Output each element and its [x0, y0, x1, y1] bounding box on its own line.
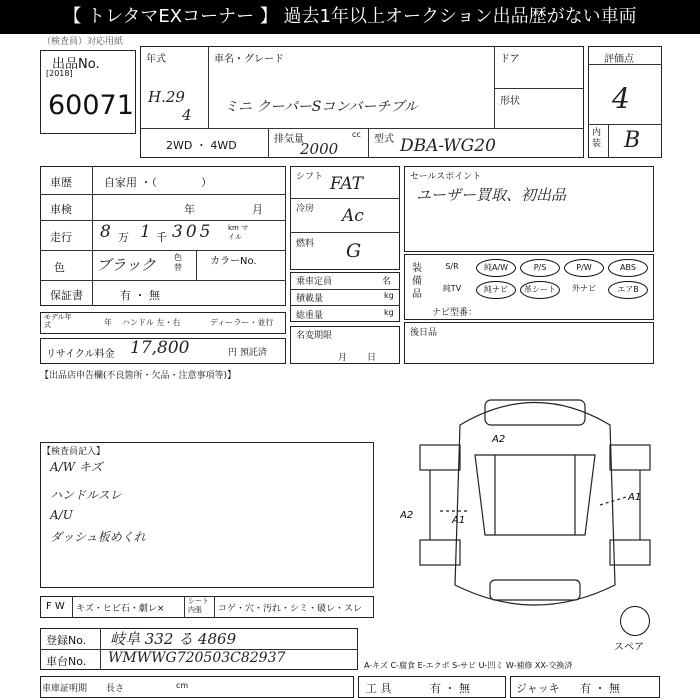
interior-label: 内装: [592, 128, 602, 149]
registration-value: 岐阜 332 る 4869: [110, 630, 237, 648]
damage-legend: A-キズ C-腐食 E-エクボ S-サビ U-凹ミ W-補修 XX-交換済: [364, 661, 573, 670]
seat-label: シート内張: [188, 597, 209, 614]
capacity-unit: 名: [382, 277, 392, 287]
mileage-unit: km マイル: [228, 224, 249, 241]
spare-label: スペア: [614, 642, 644, 653]
mileage-rest: 305: [172, 222, 214, 242]
cert-cm: cm: [176, 681, 189, 690]
tools-value: 有 ・ 無: [430, 682, 470, 695]
top-note: （検査員）対応用紙: [42, 37, 124, 47]
equipment-label: 装備品: [412, 263, 422, 300]
ac-value: Ac: [342, 206, 364, 226]
color-change: 色替: [174, 253, 182, 272]
equipment-option: 純ナビ: [476, 281, 516, 299]
equipment-option: S/R: [445, 262, 459, 271]
model-year-month: 4: [182, 106, 192, 124]
car-right-rear-wheel: [610, 540, 650, 565]
fw-label: F W: [46, 601, 65, 612]
load-label: 積載量: [296, 294, 324, 304]
lot-number: 60071: [48, 90, 134, 121]
color-value: ブラック: [96, 256, 156, 274]
interior-value: B: [624, 128, 641, 153]
recycle-value: 17,800: [130, 338, 190, 358]
mileage-man: 8: [100, 222, 111, 242]
car-name-label: 車名・グレード: [214, 54, 284, 65]
car-right-front-wheel: [610, 445, 650, 470]
equipment-option: エアB: [608, 281, 648, 299]
registration-label: 登録No.: [46, 634, 87, 647]
displacement-value: 2000: [300, 140, 339, 158]
model-code-label: 型式: [374, 134, 394, 145]
inspector-note-4: ダッシュ板めくれ: [50, 530, 146, 544]
gross-unit: kg: [384, 308, 394, 317]
equipment-option: 純TV: [442, 284, 462, 293]
load-unit: kg: [384, 291, 394, 300]
displacement-unit: cc: [352, 130, 361, 139]
later-label: 後日品: [410, 328, 438, 338]
equipment-option: P/W: [564, 259, 604, 277]
inspector-note-2: ハンドルスレ: [50, 488, 122, 502]
color-no-label: カラーNo.: [210, 256, 257, 267]
navi-label: ナビ型番：: [432, 308, 478, 318]
model-year-era: H.29: [148, 88, 185, 106]
model-row-year: 年: [104, 318, 112, 327]
grade-score: 4: [612, 82, 630, 115]
mileage-sen-unit: 千: [156, 231, 167, 244]
warranty-label: 保証書: [50, 289, 83, 302]
equipment-option: 純A/W: [476, 259, 516, 277]
cert-label: 車庫証明期: [42, 684, 88, 694]
history-label: 車歴: [50, 176, 72, 189]
model-row-label: モデル年式: [44, 313, 72, 329]
sales-point-value: ユーザー買取、初出品: [416, 186, 567, 204]
name-change-label: 名変期限: [296, 331, 333, 341]
car-name-value: ミニ クーパーSコンバーチブル: [224, 99, 418, 115]
recycle-label: リサイクル料金: [46, 349, 115, 360]
car-left-front-wheel: [420, 445, 460, 470]
car-left-rear-wheel: [420, 540, 460, 565]
spare-tire-icon: [620, 606, 650, 636]
lot-label: 出品No.: [52, 57, 100, 72]
lot-year: [2018]: [46, 69, 73, 78]
shape-label: 形状: [500, 96, 520, 107]
banner-title: 【 トレタマEXコーナー 】 過去1年以上オークション出品歴がない車両: [0, 0, 700, 34]
name-change-unit: 月日: [338, 353, 397, 363]
diagram-mark-4: A1: [628, 492, 642, 503]
grade-label: 評価点: [604, 54, 634, 65]
door-label: ドア: [500, 54, 520, 65]
history-value: 自家用 ・（ ）: [104, 176, 212, 189]
mileage-sen: 1: [140, 222, 151, 242]
recycle-unit: 円 預託済: [228, 348, 267, 358]
gross-label: 総重量: [296, 311, 324, 321]
jack-label: ジャッキ: [516, 682, 560, 695]
inspector-label: 【検査員記入】: [42, 447, 106, 457]
warranty-value: 有 ・ 無: [120, 289, 160, 302]
car-diagram: [400, 385, 670, 625]
seat-items: コゲ・穴・汚れ・シミ・破レ・スレ: [218, 604, 363, 614]
model-code-value: DBA-WG20: [400, 136, 496, 156]
shift-label: シフト: [296, 172, 324, 182]
equipment-option: ABS: [608, 259, 648, 277]
capacity-label: 乗車定員: [296, 277, 333, 287]
mileage-label: 走行: [50, 231, 72, 244]
inspector-note-1: A/W キズ: [50, 460, 103, 474]
chassis-label: 車台No.: [46, 655, 87, 668]
declaration-label: 【出品店申告欄(不良箇所・欠品・注意事項等)】: [40, 371, 237, 381]
diagram-mark-1: A2: [492, 434, 506, 445]
tools-label: 工 具: [366, 682, 392, 695]
car-front-bumper: [485, 400, 585, 425]
mileage-man-unit: 万: [118, 231, 129, 244]
fuel-label: 燃料: [296, 239, 315, 249]
later-box: [404, 322, 654, 364]
equipment-option: 外ナビ: [572, 284, 596, 293]
inspection-label: 車検: [50, 203, 72, 216]
equipment-option: P/S: [520, 259, 560, 277]
sales-point-label: セールスポイント: [410, 172, 482, 182]
diagram-mark-3: A1: [452, 515, 466, 526]
inspection-month: 月: [252, 203, 263, 216]
model-row-dealer: ディーラー・並行: [210, 318, 274, 327]
drive-type: 2WD ・ 4WD: [166, 139, 237, 152]
model-year-label: 年式: [146, 54, 166, 65]
diagram-mark-2: A2: [400, 510, 414, 521]
model-row-handle: ハンドル 左・右: [122, 318, 181, 327]
chassis-value: WMWWG720503C82937: [108, 650, 286, 666]
cert-box: [40, 676, 354, 698]
car-body-outline: [455, 403, 615, 606]
cert-long: 長さ: [106, 684, 125, 694]
car-rear-bumper: [490, 580, 580, 600]
ac-label: 冷房: [296, 204, 315, 214]
equipment-option: 革シート: [520, 281, 560, 299]
shift-value: FAT: [330, 174, 364, 194]
fuel-value: G: [346, 240, 362, 262]
color-label: 色: [54, 261, 65, 274]
fw-items: キズ・ヒビ石・劇レ×: [76, 604, 165, 614]
inspection-year: 年: [184, 203, 195, 216]
inspector-note-3: A/U: [50, 508, 73, 522]
displacement-label: 排気量: [274, 134, 304, 145]
car-cabin: [475, 455, 595, 535]
jack-value: 有 ・ 無: [580, 682, 620, 695]
